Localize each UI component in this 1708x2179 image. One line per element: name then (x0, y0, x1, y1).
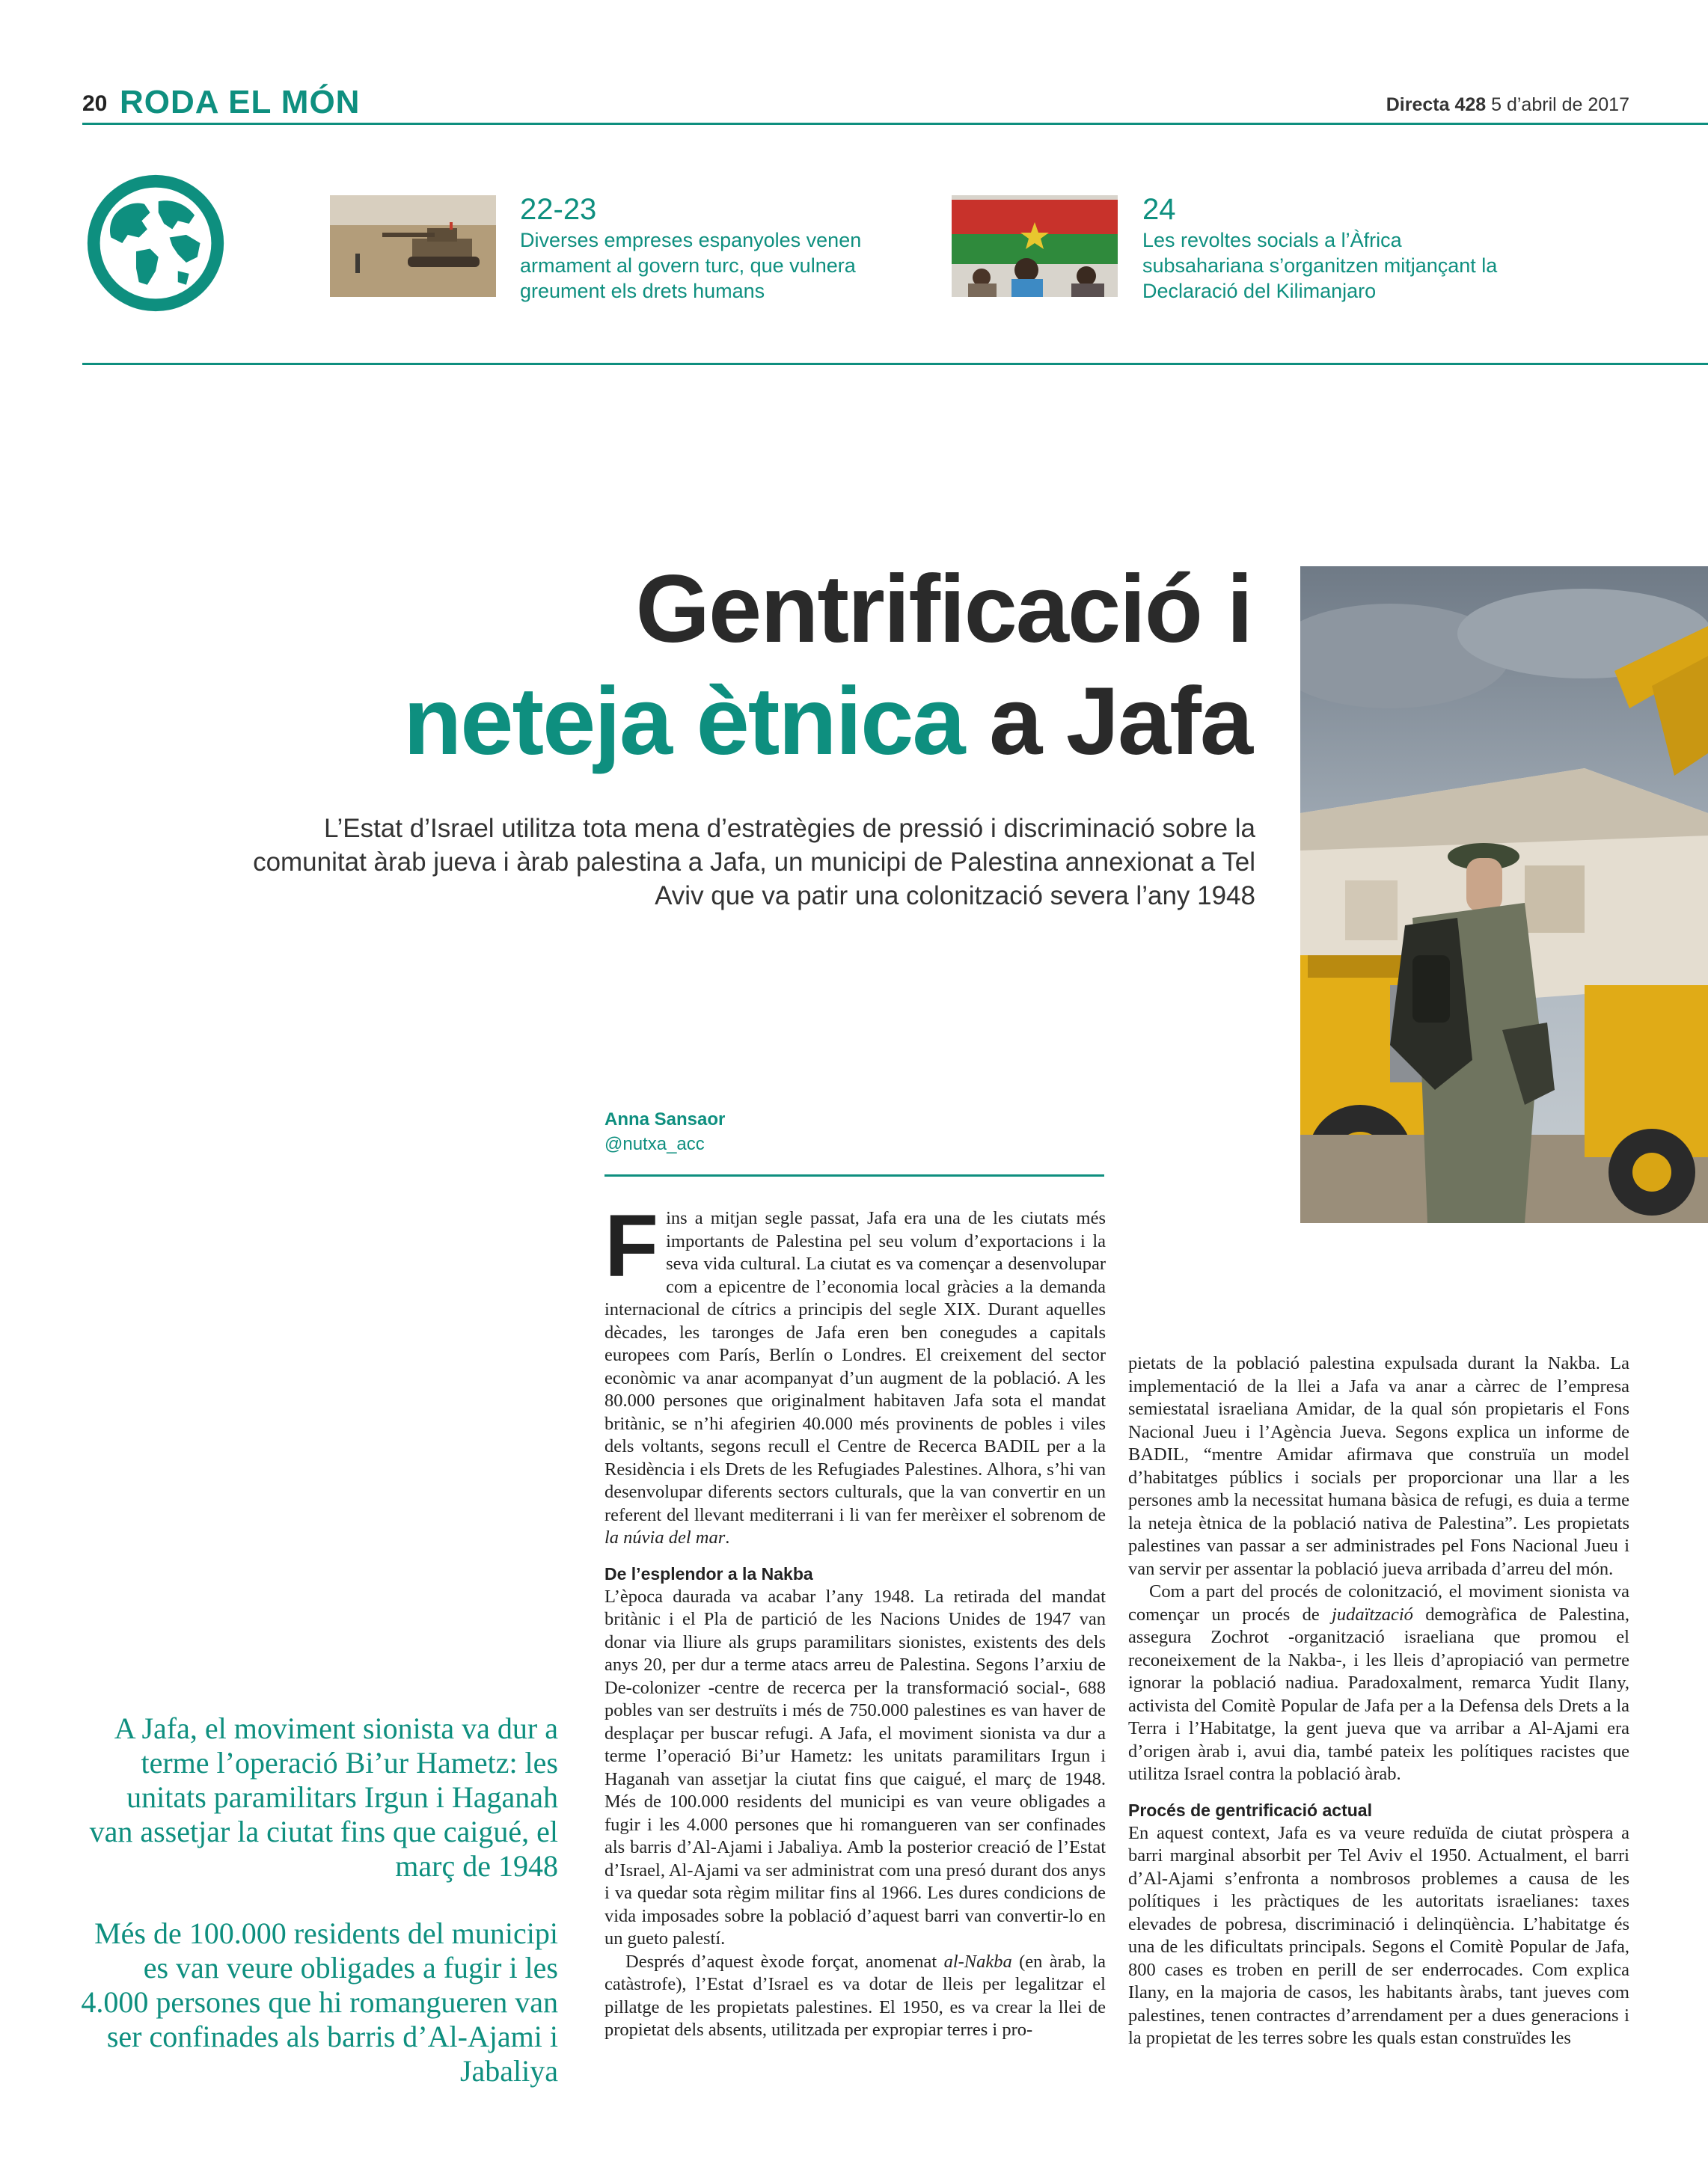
teaser-image-tank (330, 195, 496, 297)
article-photo (1300, 566, 1708, 1223)
teaser-image-protest (952, 195, 1118, 297)
page-number: 20 (82, 91, 108, 116)
pull-quote-1: A Jafa, el moviment sionista va dur a terme l’operació Bi’ur Hametz: les unitats paramilitars Irgun i Haganah van assetjar la ciutat fins que caigué, el març de 1948 (89, 1711, 558, 1883)
article-column-2 (1128, 1352, 1629, 2050)
globe-icon (86, 174, 225, 313)
drop-cap: F (604, 1197, 659, 1296)
article-title (403, 554, 1252, 778)
author-handle[interactable]: @nutxa_acc (604, 1134, 705, 1154)
title-rest: a Jafa (964, 668, 1252, 775)
paragraph: Després d’aquest èxode forçat, anomenat al-Nakba (en àrab, la catàstrofe), l’Estat d’Israel es va dotar de lleis per legalitzar el pillatge de les propietats palestines. El 1950, es va crear la llei de propietat dels absents, utilitzada per expropiar terres i pro- (604, 1951, 1106, 2040)
subheading: De l’esplendor a la Nakba (604, 1563, 813, 1584)
title-line-1: Gentrificació i (635, 556, 1252, 663)
publication-name: Directa 428 (1386, 94, 1487, 115)
title-line-2 (403, 666, 1252, 778)
pull-quote-2: Més de 100.000 residents del municipi es van veure obligades a fugir i les 4.000 persones que hi romangueren van ser confinades als barris d’Al-Ajami i Jabaliya (81, 1916, 558, 2088)
title-accent: neteja ètnica (403, 668, 964, 775)
byline-rule (604, 1174, 1104, 1177)
paragraph: Com a part del procés de colonització, el moviment sionista va començar un procés de judaïtzació demogràfica de Palestina, assegura Zochrot -organització israeliana que promou el reconeixement de la Nakba-, i les lleis d’apropiació van permetre ignorar la població nadiua. Paradoxalment, remarca Yudit Ilany, activista del Comitè Popular de Jafa per a la Defensa dels Drets a la Terra i l’Habitatge, la gent jueva que va arribar a Al-Ajami era d’origen àrab i, avui dia, també pateix les polítiques racistes que utilitza Israel contra la població àrab. (1128, 1581, 1629, 1784)
teaser-rule (82, 363, 1708, 365)
issue-date: 5 d’abril de 2017 (1491, 94, 1629, 115)
issue-info (1386, 94, 1629, 116)
paragraph: pietats de la població palestina expulsada durant la Nakba. La implementació de la llei a Jafa va anar a càrrec de l’empresa semiestatal israeliana Amidar, de la qual són propietaris el Fons Nacional Jueu i l’Agència Jueva. Segons explica un informe de BADIL, “mentre Amidar afirmava que construïa un model d’habitatges públics i socials per proporcionar una llar a les persones amb la necessitat humana bàsica de refugi, es duia a terme la neteja ètnica de la població nativa de Palestina”. Les propietats palestines van passar a ser administrades pel Fons Nacional Jueu i van servir per assentar la població jueva arribada d’arreu del món. (1128, 1353, 1629, 1579)
paragraph: L’època daurada va acabar l’any 1948. La retirada del mandat britànic i el Pla de partició de les Nacions Unides de 1947 van donar via lliure als grups paramilitars sionistes, existents des dels anys 20, per dur a terme atacs arreu de Palestina. Segons l’arxiu de De-colonizer -centre de recerca per la transformació social-, 688 pobles van ser destruïts i més de 750.000 palestines es van haver de desplaçar per buscar refugi. A Jafa, el moviment sionista va dur a terme l’operació Bi’ur Hametz: les unitats paramilitars Irgun i Haganah van assetjar la ciutat fins que caigué, el març de 1948. Més de 100.000 residents del municipi es van veure obligades a fugir i les 4.000 persones que hi romangueren van ser confinades als barris d’Al-Ajami i Jabaliya. Amb la posterior creació de l’Estat d’Israel, Al-Ajami va ser administrat com una presó durant dos anys i va quedar sota règim militar fins al 1966. Les dures condicions de vida imposades sobre la població d’aquest barri van convertir-lo en un gueto palestí. (604, 1586, 1106, 1949)
author-name: Anna Sansaor (604, 1109, 726, 1130)
paragraph: Fins a mitjan segle passat, Jafa era una de les ciutats més importants de Palestina pel seu volum d’exportacions i la seva vida cultural. La ciutat es va començar a desenvolupar com a epicentre de l’economia local gràcies a la demanda internacional de cítrics a principis del segle XIX. Durant aquelles dècades, les taronges de Jafa eren ben conegudes a capitals europees com París, Berlín o Londres. El creixement del sector econòmic va anar acompanyat d’un augment de la població. A les 80.000 persones que originalment habitaven Jafa sota el mandat britànic, se n’hi afegirien 40.000 més provinents de pobles i viles dels voltants, segons recull el Centre de Recerca BADIL per a la Residència i els Drets de les Refugiades Palestines. Alhora, s’hi van desenvolupar diferents sectors culturals, que la van convertir en un referent del llevant mediterrani i li van fer merèixer el sobrenom de la núvia del mar. (604, 1197, 1106, 1548)
article-column-1 (604, 1197, 1106, 2042)
subheading: Procés de gentrificació actual (1128, 1800, 1372, 1820)
section-title: RODA EL MÓN (120, 84, 361, 120)
teaser-2-text[interactable]: Les revoltes socials a l’Àfrica subsahariana s’organitzen mitjançant la Declaració del Kilimanjaro (1142, 229, 1498, 302)
header-rule (82, 123, 1708, 125)
teaser-1-text[interactable]: Diverses empreses espanyoles venen armament al govern turc, que vulnera greument els drets humans (520, 229, 862, 302)
teaser-2-pages[interactable]: 24 (1142, 193, 1176, 226)
teaser-1-pages[interactable]: 22-23 (520, 193, 597, 226)
article-subtitle: L’Estat d’Israel utilitza tota mena d’estratègies de pressió i discriminació sobre la comunitat àrab jueva i àrab palestina a Jafa, un municipi de Palestina annexionat a Tel Aviv que va patir una colonització severa l’any 1948 (253, 814, 1255, 910)
paragraph: En aquest context, Jafa es va veure reduïda de ciutat pròspera a barri marginal absorbit per Tel Aviv el 1950. Actualment, el barri d’Al-Ajami s’enfronta a nombrosos problemes a causa de les polítiques i les pràctiques de les autoritats israelianes: taxes elevades de pobresa, discriminació i delinqüència. L’habitatge és una de les dificultats principals. Segons el Comitè Popular de Jafa, 800 cases es troben en perill de ser enderrocades. Com explica Ilany, en la majoria de casos, les habitants àrabs, tant jueves com palestines, tenen contractes d’arrendament per a dues generacions i la propietat de les terres sobre les quals estan construïdes les (1128, 1822, 1629, 2048)
